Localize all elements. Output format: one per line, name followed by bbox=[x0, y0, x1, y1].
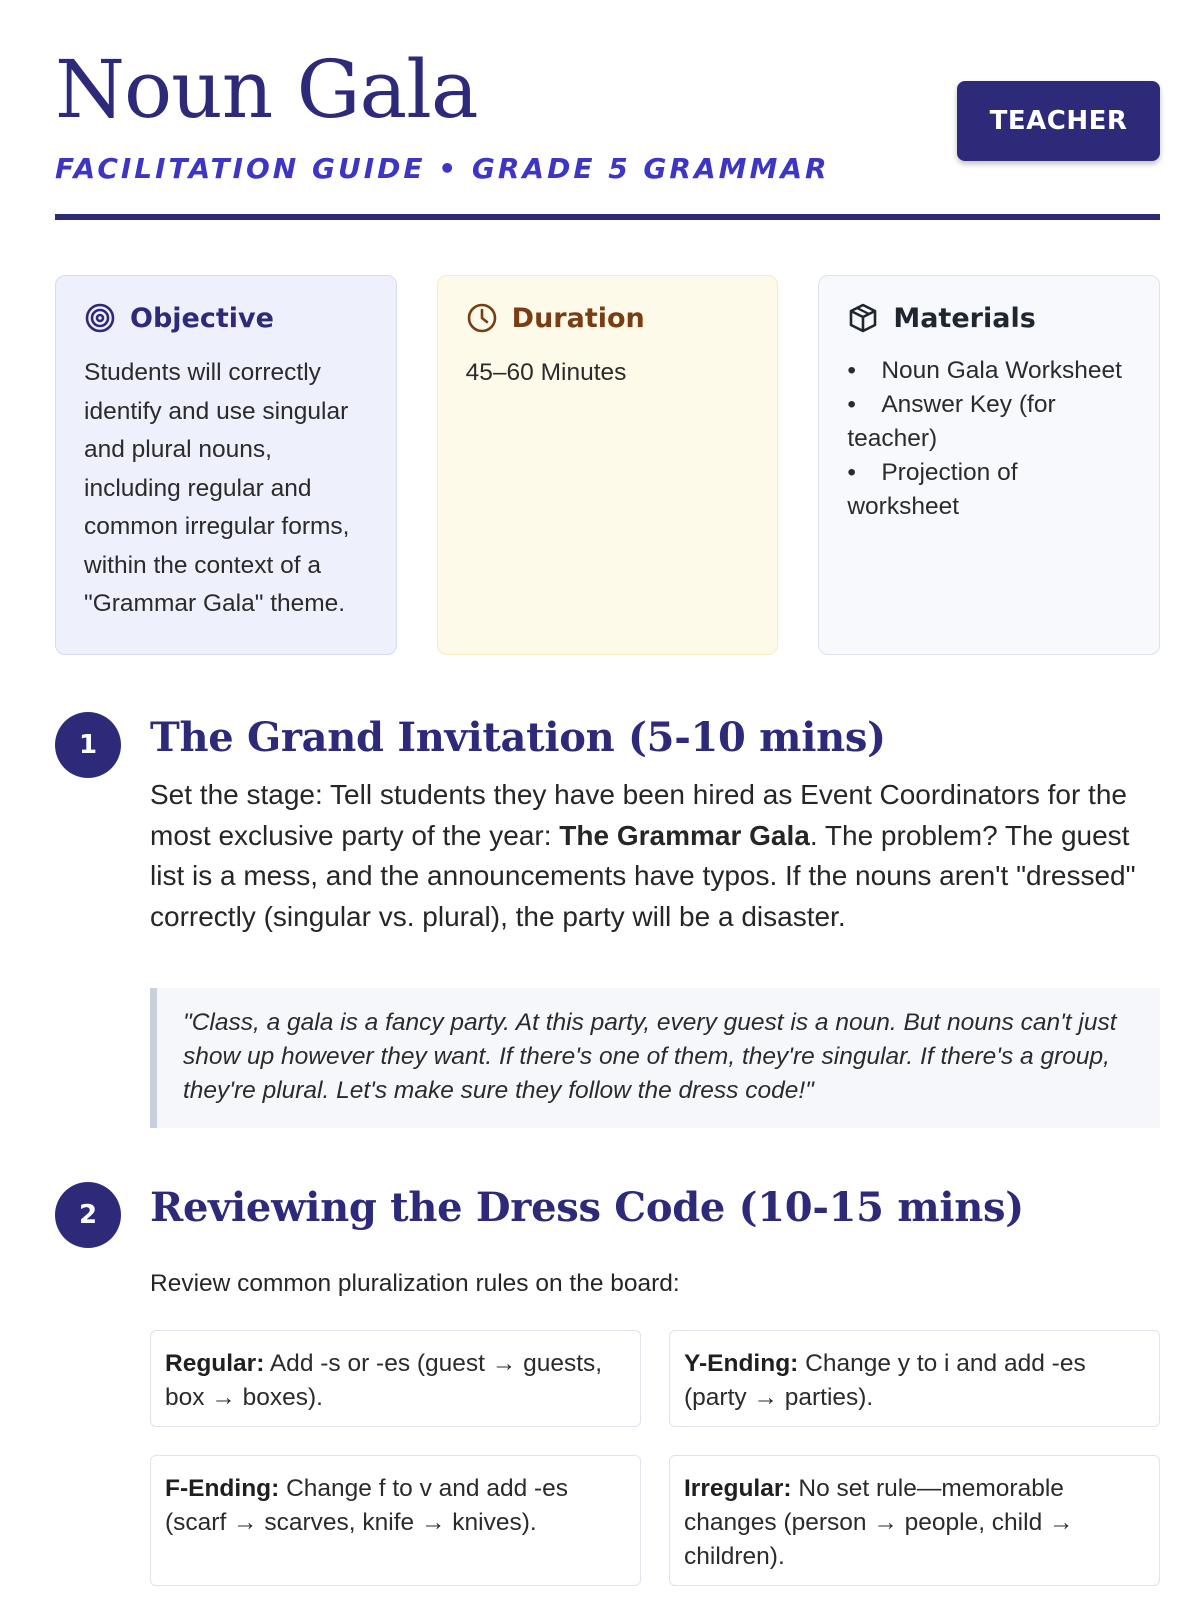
rule-label: Irregular: bbox=[684, 1475, 792, 1502]
step-title: Reviewing the Dress Code (10-15 mins) bbox=[150, 1184, 1024, 1231]
step-1-intro bbox=[150, 775, 1160, 937]
objective-text: Students will correctly identify and use singular and plural nouns, including regular and common irregular forms, within the context of a "Grammar Gala" theme. bbox=[84, 359, 350, 617]
rule-text: No set rule—memorable changes (person → people, child → children). bbox=[684, 1475, 1074, 1570]
page-subtitle: FACILITATION GUIDE • GRADE 5 GRAMMAR bbox=[55, 152, 830, 185]
step-title: The Grand Invitation (5-10 mins) bbox=[150, 714, 886, 761]
list-item: • Projection of worksheet bbox=[847, 456, 1131, 524]
list-item: • Answer Key (for teacher) bbox=[847, 388, 1131, 456]
objective-card-header bbox=[84, 302, 368, 334]
page-header bbox=[55, 43, 1160, 185]
clock-icon bbox=[466, 302, 498, 334]
target-icon bbox=[84, 302, 116, 334]
rule-text: Change y to i and add -es (party → parties). bbox=[684, 1350, 1086, 1411]
rule-card-irregular bbox=[669, 1455, 1160, 1586]
step-2-intro: Review common pluralization rules on the board: bbox=[150, 1270, 680, 1297]
step-number-badge: 2 bbox=[55, 1182, 121, 1248]
header-divider bbox=[55, 214, 1160, 220]
materials-card-header bbox=[847, 302, 1131, 334]
duration-card bbox=[437, 275, 779, 655]
rule-card-regular bbox=[150, 1330, 641, 1427]
intro-emphasis: The Grammar Gala bbox=[559, 819, 810, 851]
rule-label: F-Ending: bbox=[165, 1475, 280, 1502]
rule-text: Change f to v and add -es (scarf → scarves, knife → knives). bbox=[165, 1475, 569, 1536]
intro-text-end: . The problem? The guest list is a mess, and the announcements have typos. If the nouns aren't "dressed" correctly (singular vs. plural), the party will be a disaster. bbox=[150, 819, 1136, 932]
materials-title: Materials bbox=[893, 302, 1036, 334]
list-item: • Noun Gala Worksheet bbox=[847, 354, 1131, 388]
step-number-badge: 1 bbox=[55, 712, 121, 778]
objective-card bbox=[55, 275, 397, 655]
teacher-button[interactable]: TEACHER bbox=[957, 81, 1160, 161]
info-cards bbox=[55, 275, 1160, 655]
duration-card-header bbox=[466, 302, 750, 334]
box-icon bbox=[847, 302, 879, 334]
rule-label: Y-Ending: bbox=[684, 1350, 799, 1377]
pluralization-rules bbox=[150, 1330, 1160, 1586]
rule-card-f-ending bbox=[150, 1455, 641, 1586]
materials-card bbox=[818, 275, 1160, 655]
duration-text: 45–60 Minutes bbox=[465, 359, 627, 386]
page-title: Noun Gala bbox=[55, 43, 478, 136]
materials-list bbox=[847, 354, 1131, 524]
rule-label: Regular: bbox=[165, 1350, 265, 1377]
intro-text-start: Set the stage: Tell students they have been hired as Event Coordinators for the most exclusive party of the year: bbox=[150, 779, 1127, 851]
objective-title: Objective bbox=[130, 302, 274, 334]
rule-text: Add -s or -es (guest → guests, box → boxes). bbox=[165, 1350, 603, 1411]
teacher-script-quote: "Class, a gala is a fancy party. At this party, every guest is a noun. But nouns can't just show up however they want. If there's one of them, they're singular. If there's a group, they're plural. Let's make sure they follow the dress code!" bbox=[150, 988, 1160, 1128]
duration-title: Duration bbox=[511, 302, 645, 334]
rule-card-y-ending bbox=[669, 1330, 1160, 1427]
